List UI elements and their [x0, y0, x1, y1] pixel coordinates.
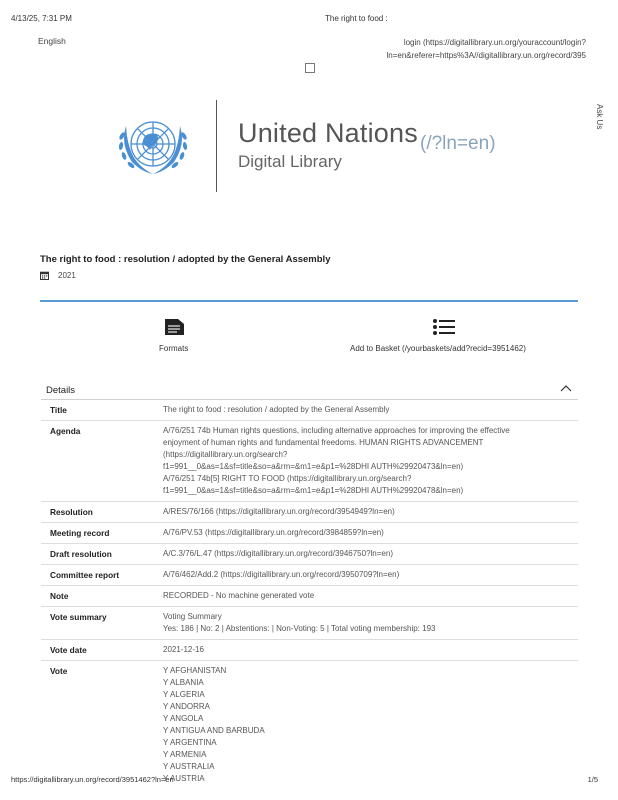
details-value-line: Y AUSTRIA: [163, 774, 205, 783]
details-value-line[interactable]: A/C.3/76/L.47 (https://digitallibrary.un.org/record/3946750?ln=en): [163, 549, 393, 558]
details-row: [41, 421, 578, 502]
details-value-line: Y ALBANIA: [163, 678, 204, 687]
details-value-line[interactable]: A/76/PV.53 (https://digitallibrary.un.org/record/3984859?ln=en): [163, 528, 384, 537]
formats-button[interactable]: Formats: [159, 344, 189, 353]
calendar-icon: [40, 271, 49, 280]
details-value: [163, 544, 578, 565]
record-title: The right to food : resolution / adopted by the General Assembly: [40, 254, 331, 265]
details-row: [41, 523, 578, 544]
file-icon[interactable]: [164, 318, 186, 336]
details-value-line: 2021-12-16: [163, 645, 204, 654]
details-row: [41, 586, 578, 607]
home-link[interactable]: (/?ln=en): [420, 133, 496, 154]
details-value: [163, 607, 578, 640]
details-row: [41, 607, 578, 640]
details-value: [163, 502, 578, 523]
details-row: [41, 544, 578, 565]
details-key: Draft resolution: [41, 544, 163, 565]
details-value-line: Y ALGERIA: [163, 690, 205, 699]
list-icon[interactable]: [432, 318, 456, 336]
details-key: Vote: [41, 661, 163, 790]
details-value-line: Y AFGHANISTAN: [163, 666, 227, 675]
details-value: [163, 586, 578, 607]
details-table: [41, 399, 578, 789]
details-key: Note: [41, 586, 163, 607]
details-row: [41, 661, 578, 790]
details-value-line: Y ARGENTINA: [163, 738, 217, 747]
brand-divider: [216, 100, 217, 192]
print-page-title: The right to food :: [325, 14, 388, 23]
print-page-number: 1/5: [587, 775, 598, 784]
login-link[interactable]: login (https://digitallibrary.un.org/youraccount/login?ln=en&referer=https%3A//digitallibrary.un.org/record/395: [386, 38, 586, 60]
add-to-basket-link[interactable]: Add to Basket (/yourbaskets/add?recid=3951462): [350, 344, 526, 353]
details-key: Committee report: [41, 565, 163, 586]
details-key: Vote summary: [41, 607, 163, 640]
details-value-line: Yes: 186 | No: 2 | Abstentions: | Non-Voting: 5 | Total voting membership: 193: [163, 624, 436, 633]
details-value: [163, 421, 578, 502]
details-value: [163, 661, 578, 790]
ask-us-tab[interactable]: Ask Us: [595, 104, 604, 130]
details-value: [163, 523, 578, 544]
details-value-line[interactable]: (https://digitallibrary.un.org/search?: [163, 450, 288, 459]
details-value-line: Voting Summary: [163, 612, 222, 621]
details-value-line: Y ANGOLA: [163, 714, 204, 723]
details-row: [41, 565, 578, 586]
details-key: Resolution: [41, 502, 163, 523]
chevron-up-icon[interactable]: [560, 384, 572, 392]
details-key: Meeting record: [41, 523, 163, 544]
details-value-line: f1=991__0&as=1&sf=title&so=a&rm=&m1=e&p1=%28DHI AUTH%29920473&ln=en): [163, 462, 464, 471]
details-value: [163, 400, 578, 421]
details-key: Agenda: [41, 421, 163, 502]
details-value-line: Y ANDORRA: [163, 702, 210, 711]
details-value-line[interactable]: A/RES/76/166 (https://digitallibrary.un.org/record/3954949?ln=en): [163, 507, 395, 516]
details-value-line[interactable]: A/76/251 74b[5] RIGHT TO FOOD (https://digitallibrary.un.org/search?: [163, 474, 412, 483]
brand-name[interactable]: United Nations: [238, 118, 418, 148]
details-key: Title: [41, 400, 163, 421]
title-divider: [40, 300, 578, 302]
details-value-line: A/76/251 74b Human rights questions, including alternative approaches for improving the effective: [163, 426, 510, 435]
details-value-line: RECORDED - No machine generated vote: [163, 591, 315, 600]
details-heading: Details: [46, 385, 76, 396]
details-value: [163, 565, 578, 586]
details-key: Vote date: [41, 640, 163, 661]
record-year: 2021: [58, 271, 76, 280]
language-selector[interactable]: English: [38, 36, 66, 46]
print-footer-url: https://digitallibrary.un.org/record/3951462?ln=en: [11, 775, 174, 784]
details-value-line: f1=991__0&as=1&sf=title&so=a&rm=&m1=e&p1=%28DHI AUTH%29920478&ln=en): [163, 486, 464, 495]
details-value: [163, 640, 578, 661]
checkbox-icon[interactable]: [305, 63, 315, 73]
details-value-line[interactable]: A/76/462/Add.2 (https://digitallibrary.un.org/record/3950709?ln=en): [163, 570, 400, 579]
details-value-line: Y AUSTRALIA: [163, 762, 215, 771]
details-value-line: Y ANTIGUA AND BARBUDA: [163, 726, 265, 735]
details-row: [41, 640, 578, 661]
un-emblem-icon[interactable]: [108, 108, 198, 188]
details-value-line: enjoyment of human rights and fundamental freedoms. HUMAN RIGHTS ADVANCEMENT: [163, 438, 484, 447]
brand-subtitle: Digital Library: [238, 152, 342, 171]
details-row: [41, 502, 578, 523]
details-value-line: The right to food : resolution / adopted by the General Assembly: [163, 405, 390, 414]
details-row: [41, 400, 578, 421]
print-date: 4/13/25, 7:31 PM: [11, 14, 72, 23]
details-value-line: Y ARMENIA: [163, 750, 207, 759]
